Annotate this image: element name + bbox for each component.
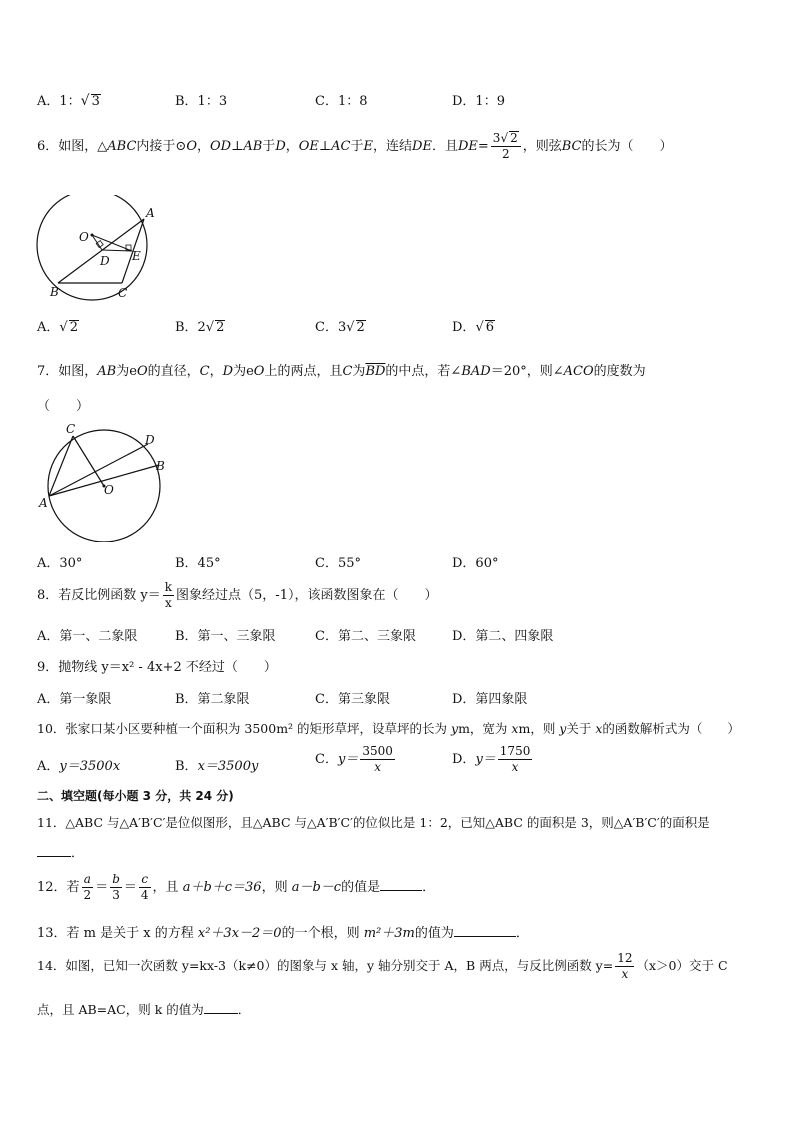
q6-label-e: E xyxy=(132,249,141,263)
q11-answer-blank xyxy=(37,844,71,857)
q5-option-b: B．1：3 xyxy=(175,94,228,109)
q7-label-a: A xyxy=(39,496,48,510)
q7-label-b: B xyxy=(156,459,165,473)
q6-label-a: A xyxy=(146,206,155,220)
q6-option-a: A．√ 2 xyxy=(37,320,78,335)
q14-answer-blank xyxy=(204,1001,238,1014)
q6-figure xyxy=(30,195,160,305)
q8-option-d: D．第二、四象限 xyxy=(452,629,554,644)
q6-stem: 6．如图，△ABC内接于⊙O，OD⊥AB于D，OE⊥AC于E，连结DE．且DE= $\frac{3√ 2}{2}$ ，则弦BC的长为（ ） xyxy=(37,131,673,161)
q5-option-c: C．1：8 xyxy=(315,94,368,109)
q10-option-a: A．y＝3500x xyxy=(37,759,121,774)
q8-option-a: A．第一、二象限 xyxy=(37,629,138,644)
q8-fraction: $\frac{k}{x}$ xyxy=(164,580,173,610)
q8-stem: 8．若反比例函数 y＝ $\frac{k}{x}$ 图象经过点（5，-1），该函数图象在（ ） xyxy=(37,580,438,610)
q10-option-d: D．y＝ $\frac{1750}{x}$ xyxy=(452,744,531,774)
q10-option-b: B．x＝3500y xyxy=(175,759,259,774)
q11-line1: 11．△ABC 与△A′B′C′是位似图形，且△ABC 与△A′B′C′的位似比是 1：2，已知△ABC 的面积是 3，则△A′B′C′的面积是 xyxy=(37,815,710,830)
q14-line2: 点，且 AB=AC，则 k 的值为 ． xyxy=(37,1002,251,1017)
q7-figure xyxy=(36,420,171,542)
q7-option-d: D．60° xyxy=(452,556,499,571)
q10-option-c: C．y＝ $\frac{3500}{x}$ xyxy=(315,744,393,774)
q6-label-b: B xyxy=(50,285,59,299)
q5-option-d: D．1：9 xyxy=(452,94,505,109)
q9-option-b: B．第二象限 xyxy=(175,692,250,707)
q6-label-o: O xyxy=(79,230,89,244)
q7-label-c: C xyxy=(66,422,76,436)
q12-stem: 12．若 $\frac{a}{2}$ ＝ $\frac{b}{3}$ ＝ $\frac{c}{4}$ ，且 a＋b＋c＝36，则 a－b－c的值是 ． xyxy=(37,872,436,902)
q8-option-c: C．第二、三象限 xyxy=(315,629,416,644)
q6-label-d: D xyxy=(100,254,110,268)
q5-option-a: A．1：√ 3 xyxy=(37,93,100,109)
q6-fraction: $\frac{3√ 2}{2}$ xyxy=(491,131,521,162)
q11-line2: ． xyxy=(37,842,84,861)
q14-line1: 14．如图，已知一次函数 y=kx-3（k≠0）的图象与 x 轴，y 轴分别交于 A，B 两点，与反比例函数 y= $\frac{12}{x}$ （x＞0）交于 C xyxy=(37,951,728,981)
q13-stem: 13．若 m 是关于 x 的方程 x²＋3x－2＝0的一个根，则 m²＋3m的值为 ． xyxy=(37,926,529,941)
q9-option-a: A．第一象限 xyxy=(37,692,112,707)
q9-option-c: C．第三象限 xyxy=(315,692,390,707)
q6-option-c: C．3√ 2 xyxy=(315,320,365,335)
q6-option-b: B．2√ 2 xyxy=(175,320,225,335)
q13-answer-blank xyxy=(454,924,516,937)
q7-label-o: O xyxy=(104,483,114,497)
q6-label-c: C xyxy=(118,286,128,300)
q7-option-c: C．55° xyxy=(315,556,361,571)
q10-stem: 10．张家口某小区要种植一个面积为 3500m² 的矩形草坪，设草坪的长为 ym，宽为 xm，则 y关于 x的函数解析式为（ ） xyxy=(37,721,740,736)
q7-label-d: D xyxy=(145,433,155,447)
q7-option-a: A．30° xyxy=(37,556,83,571)
section-fill-in-title: 二、填空题(每小题 3 分，共 24 分) xyxy=(37,789,234,803)
q9-option-d: D．第四象限 xyxy=(452,692,528,707)
q7-option-b: B．45° xyxy=(175,556,221,571)
q6-option-d: D．√ 6 xyxy=(452,320,495,335)
q7-paren: （ ） xyxy=(37,399,90,414)
q12-answer-blank xyxy=(380,878,422,891)
q7-stem: 7．如图，AB为eO的直径，C，D为eO上的两点，且C为$\overline{BD}$的中点，若∠BAD＝20°，则∠ACO的度数为 xyxy=(37,364,646,379)
q8-option-b: B．第一、三象限 xyxy=(175,629,276,644)
q9-stem: 9．抛物线 y＝x² - 4x+2 不经过（ ） xyxy=(37,660,277,675)
